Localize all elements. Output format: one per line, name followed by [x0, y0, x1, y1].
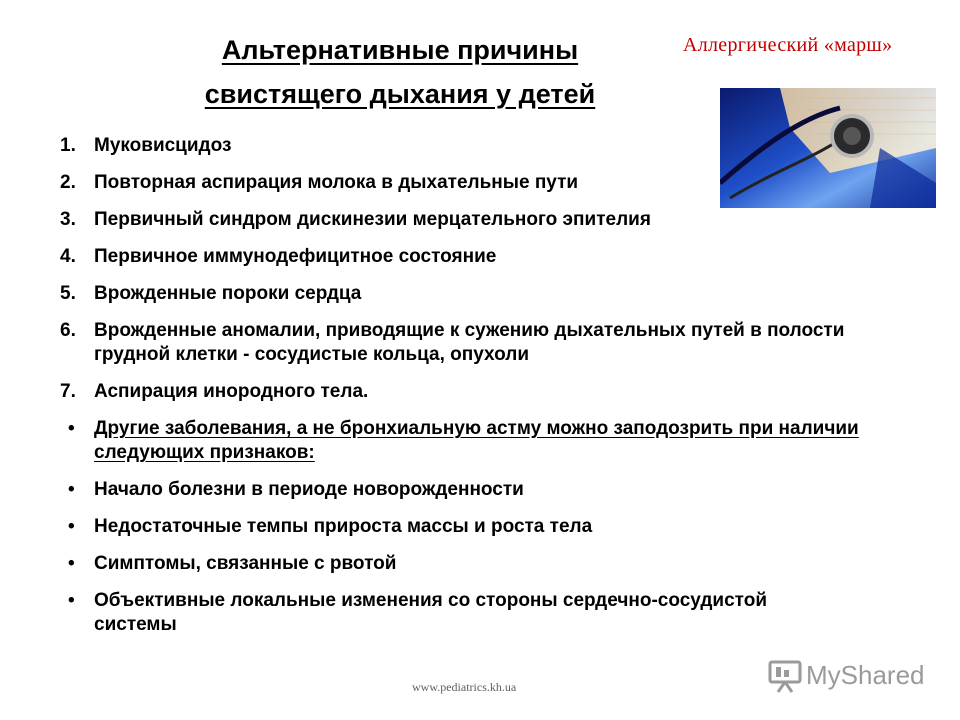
list-item [60, 282, 920, 306]
item-number: 7. [60, 381, 76, 402]
item-number: 3. [60, 209, 76, 230]
item-text: Начало болезни в периоде новорожденности [94, 479, 524, 500]
title-line-2: свистящего дыхания у детей [204, 79, 596, 109]
item-text: Первичный синдром дискинезии мерцательного эпителия [94, 209, 651, 230]
presentation-icon [766, 654, 936, 694]
myshared-logo [766, 654, 936, 694]
list-item [60, 208, 920, 232]
bullet-icon: • [68, 479, 75, 500]
list-item [60, 319, 920, 367]
item-text: Аспирация инородного тела. [94, 381, 369, 402]
item-number: 5. [60, 283, 76, 304]
item-text: Другие заболевания, а не бронхиальную астму можно заподозрить при наличии следующих признаков: [94, 418, 859, 463]
content-list [60, 134, 920, 637]
item-text: Врожденные аномалии, приводящие к сужению дыхательных путей в полости грудной клетки - сосудистые кольца, опухоли [94, 320, 845, 365]
subtitle-allergic-march: Аллергический «марш» [683, 34, 893, 56]
bullet-item [60, 589, 920, 637]
bullet-item [60, 417, 920, 465]
item-number: 6. [60, 320, 76, 341]
slide-title [60, 28, 740, 116]
footer-url[interactable]: www.pediatrics.kh.ua [412, 680, 517, 694]
bullet-item [60, 552, 920, 576]
item-number: 4. [60, 246, 76, 267]
item-text: Объективные локальные изменения со стороны сердечно-сосудистой системы [94, 590, 768, 635]
item-text: Врожденные пороки сердца [94, 283, 362, 304]
bullet-icon: • [68, 516, 75, 537]
list-item [60, 134, 920, 158]
bullet-item [60, 515, 920, 539]
bullet-icon: • [68, 553, 75, 574]
bullet-icon: • [68, 418, 75, 439]
item-text: Муковисцидоз [94, 135, 232, 156]
item-text: Первичное иммунодефицитное состояние [94, 246, 497, 267]
title-line-1: Альтернативные причины [221, 35, 579, 65]
list-item [60, 171, 920, 195]
bullet-item [60, 478, 920, 502]
item-text: Повторная аспирация молока в дыхательные пути [94, 172, 579, 193]
list-item [60, 245, 920, 269]
item-number: 1. [60, 135, 76, 156]
item-number: 2. [60, 172, 76, 193]
watermark-text: MyShared [806, 660, 925, 690]
item-text: Симптомы, связанные с рвотой [94, 553, 397, 574]
list-item [60, 380, 920, 404]
bullet-icon: • [68, 590, 75, 611]
item-text: Недостаточные темпы прироста массы и роста тела [94, 516, 593, 537]
